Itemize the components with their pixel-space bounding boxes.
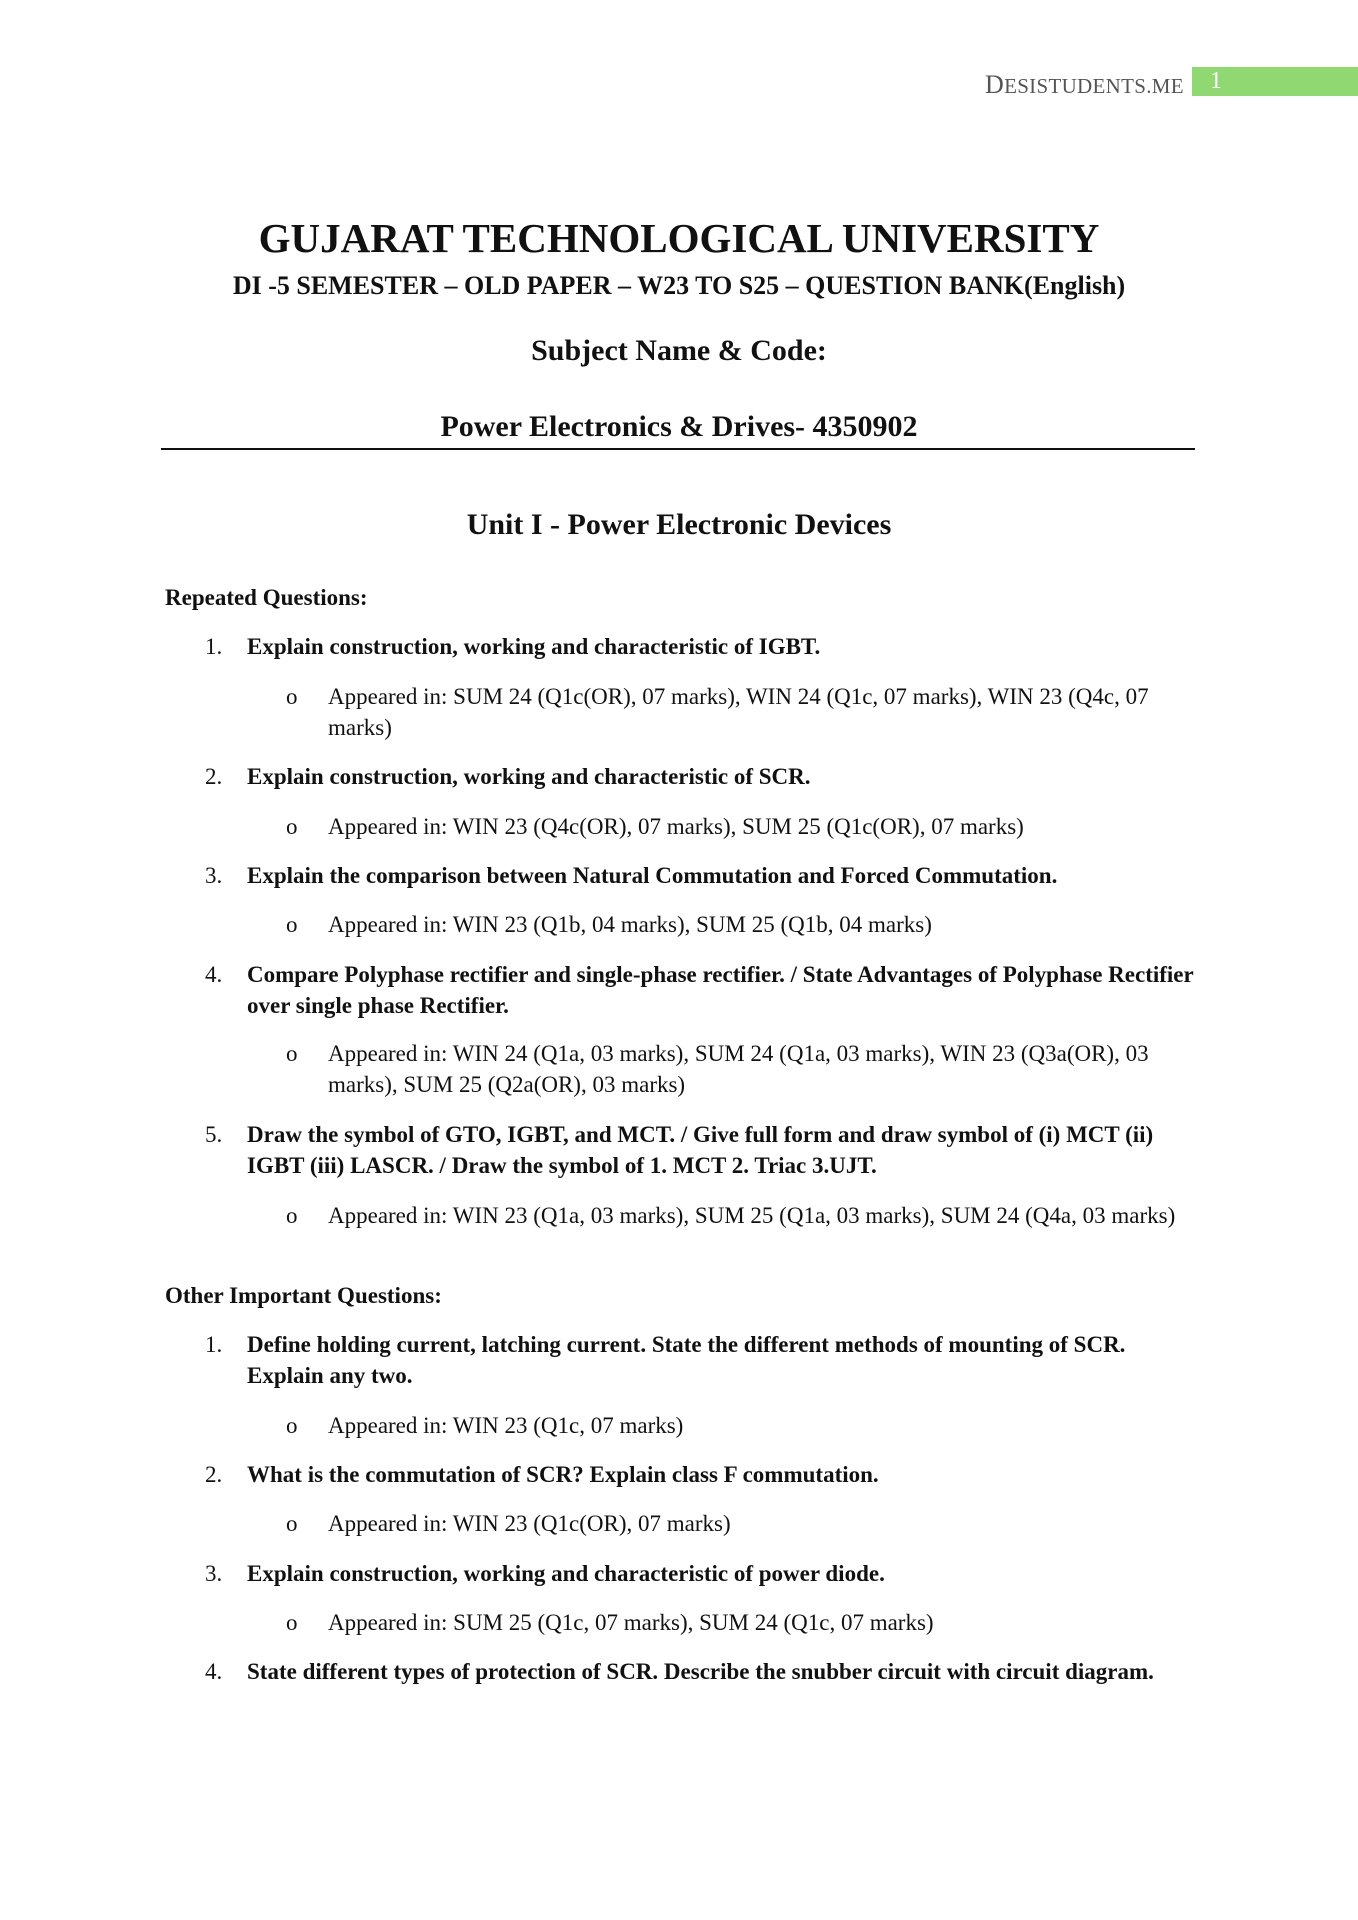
appeared-text: Appeared in: WIN 23 (Q1b, 04 marks), SUM 25 (Q1b, 04 marks): [328, 912, 932, 937]
question-item: [205, 860, 1195, 891]
question-number: 3.: [205, 1561, 223, 1586]
appeared-in: [286, 1200, 1195, 1231]
appeared-text: Appeared in: WIN 23 (Q1c(OR), 07 marks): [328, 1511, 731, 1536]
question-number: 1.: [205, 1332, 223, 1357]
page-number: 1: [1192, 67, 1358, 96]
appeared-in: [286, 681, 1195, 743]
appeared-text: Appeared in: WIN 23 (Q4c(OR), 07 marks), SUM 25 (Q1c(OR), 07 marks): [328, 814, 1024, 839]
appeared-text: Appeared in: WIN 23 (Q1c, 07 marks): [328, 1413, 684, 1438]
appeared-in: [286, 909, 1195, 940]
question-number: 4.: [205, 962, 223, 987]
question-item: [205, 959, 1195, 1021]
appeared-in: [286, 1410, 1195, 1441]
question-text: Draw the symbol of GTO, IGBT, and MCT. / Give full form and draw symbol of (i) MCT (ii) IGBT (iii) LASCR. / Draw the symbol of 1. MCT 2. Triac 3.UJT.: [247, 1122, 1154, 1178]
appeared-in: [286, 1607, 1195, 1638]
unit-heading: Unit I - Power Electronic Devices: [466, 508, 892, 541]
question-text: Explain construction, working and characteristic of power diode.: [247, 1561, 885, 1586]
question-text: Define holding current, latching current. State the different methods of mounting of SCR. Explain any two.: [247, 1332, 1126, 1388]
appeared-in: [286, 811, 1195, 842]
question-number: 3.: [205, 863, 223, 888]
appeared-in: [286, 1038, 1195, 1100]
question-text: Explain construction, working and characteristic of IGBT.: [247, 634, 821, 659]
bullet-icon: o: [286, 912, 298, 937]
question-item: [205, 1119, 1195, 1181]
appeared-text: Appeared in: SUM 24 (Q1c(OR), 07 marks), WIN 24 (Q1c, 07 marks), WIN 23 (Q4c, 07 marks): [328, 684, 1149, 740]
question-text: Explain construction, working and characteristic of SCR.: [247, 764, 811, 789]
appeared-text: Appeared in: SUM 25 (Q1c, 07 marks), SUM 24 (Q1c, 07 marks): [328, 1610, 934, 1635]
question-number: 5.: [205, 1122, 223, 1147]
question-item: [205, 631, 1195, 662]
question-item: [205, 1329, 1195, 1391]
other-heading: Other Important Questions:: [165, 1283, 442, 1308]
bullet-icon: o: [286, 684, 298, 709]
question-item: [205, 761, 1195, 792]
question-item: [205, 1558, 1195, 1589]
repeated-heading: Repeated Questions:: [165, 585, 368, 610]
question-text: Compare Polyphase rectifier and single-phase rectifier. / State Advantages of Polyphase Rectifier over single phase Rectifier.: [247, 962, 1194, 1018]
subject-name: Power Electronics & Drives- 4350902: [440, 410, 918, 443]
bullet-icon: o: [286, 1413, 298, 1438]
question-item: [205, 1459, 1195, 1490]
subtitle: DI -5 SEMESTER – OLD PAPER – W23 TO S25 – QUESTION BANK(English): [232, 271, 1126, 300]
question-text: State different types of protection of SCR. Describe the snubber circuit with circuit diagram.: [247, 1659, 1154, 1684]
bullet-icon: o: [286, 1511, 298, 1536]
bullet-icon: o: [286, 1203, 298, 1228]
question-text: Explain the comparison between Natural Commutation and Forced Commutation.: [247, 863, 1058, 888]
divider: [161, 448, 1195, 450]
site-name: DESISTUDENTS.ME: [985, 70, 1184, 99]
question-item: [205, 1656, 1195, 1687]
bullet-icon: o: [286, 1610, 298, 1635]
bullet-icon: o: [286, 814, 298, 839]
university-title: GUJARAT TECHNOLOGICAL UNIVERSITY: [258, 215, 1100, 261]
question-number: 2.: [205, 1462, 223, 1487]
appeared-text: Appeared in: WIN 24 (Q1a, 03 marks), SUM 24 (Q1a, 03 marks), WIN 23 (Q3a(OR), 03 marks), SUM 25 (Q2a(OR), 03 marks): [328, 1041, 1149, 1097]
subject-label: Subject Name & Code:: [531, 334, 827, 367]
question-number: 2.: [205, 764, 223, 789]
question-number: 1.: [205, 634, 223, 659]
question-text: What is the commutation of SCR? Explain class F commutation.: [247, 1462, 879, 1487]
appeared-text: Appeared in: WIN 23 (Q1a, 03 marks), SUM 25 (Q1a, 03 marks), SUM 24 (Q4a, 03 marks): [328, 1203, 1176, 1228]
appeared-in: [286, 1508, 1195, 1539]
question-number: 4.: [205, 1659, 223, 1684]
bullet-icon: o: [286, 1041, 298, 1066]
